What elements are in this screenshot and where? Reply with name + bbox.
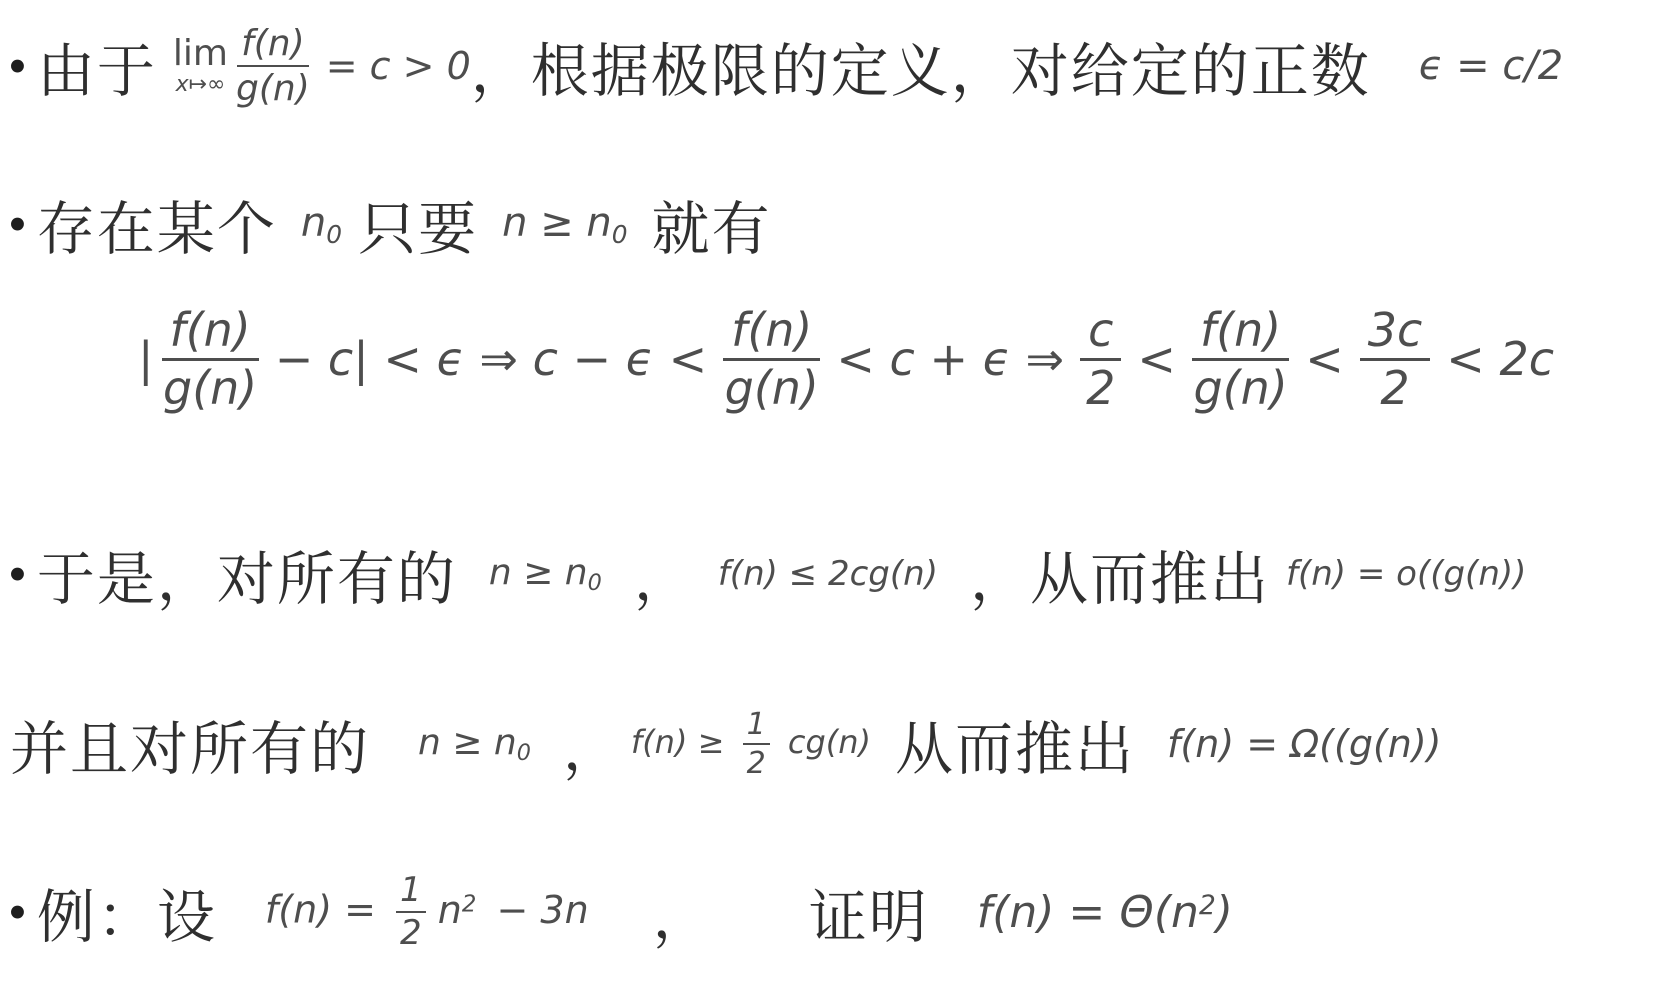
bullet-line-example [8, 838, 1233, 986]
math-n-ge-n0-base: n ≥ n [502, 199, 612, 246]
text-comma: ， [652, 885, 713, 950]
math-less-than: < [1305, 332, 1344, 386]
math-n-ge-n0 [502, 200, 627, 249]
fraction-denominator: 2 [746, 745, 766, 781]
bullet-icon: • [8, 194, 27, 254]
fraction-numerator: f(n) [162, 306, 259, 361]
lim-subscript: x↦∞ [175, 72, 226, 97]
display-formula-inequality-chain [138, 288, 1554, 430]
absolute-value-bar: | [138, 332, 154, 386]
text-zhengming: 证明 [808, 885, 929, 950]
bullet-line-big-o-conclusion [8, 526, 1526, 622]
math-equals-c-gt-0: = c > 0 [325, 44, 471, 88]
fraction-denominator: g(n) [236, 67, 310, 109]
math-n-superscript: 2 [461, 891, 477, 918]
fraction-denominator: g(n) [163, 361, 258, 415]
math-n-base: n [437, 887, 462, 932]
fraction-numerator: f(n) [1192, 306, 1289, 361]
fraction-denominator: 2 [1380, 361, 1410, 415]
math-n-squared [438, 888, 477, 932]
math-n-ge-n0-subscript: 0 [611, 219, 628, 249]
text-comma: ， [633, 547, 694, 612]
fraction-numerator: f(n) [723, 306, 820, 361]
bullet-icon: • [8, 544, 27, 604]
math-fn-equals: f(n) = [264, 887, 376, 932]
fraction-numerator: 3c [1360, 306, 1431, 361]
math-less-than: < [1137, 332, 1176, 386]
math-fn-eq-theta-n2 [977, 887, 1233, 938]
math-segment-minus-c-lt-eps: − c| < ϵ ⇒ c − ϵ < [274, 332, 708, 386]
line-omega-conclusion [10, 678, 1442, 810]
fraction-denominator: g(n) [724, 361, 819, 415]
text-bingqie-duisuoyoude: 并且对所有的 [10, 717, 371, 782]
math-n-ge-n0 [418, 722, 531, 766]
math-fn-le-2cgn: f(n) ≤ 2cg(n) [717, 554, 938, 594]
math-fn-ge: f(n) ≥ [630, 723, 725, 761]
math-n-ge-n0 [489, 552, 602, 596]
text-zhiyao: 只要 [358, 197, 479, 262]
text-comma: ， [562, 717, 623, 782]
lim-label: lim [172, 33, 228, 74]
math-minus-3n: − 3n [496, 887, 589, 932]
math-n-ge-n0-subscript: 0 [587, 570, 602, 597]
fraction-numerator: f(n) [237, 25, 309, 67]
fraction-numerator: 1 [396, 873, 426, 913]
text-conger-tuichu: 从而推出 [895, 717, 1136, 782]
text-yushi-duisuoyoude: 于是，对所有的 [36, 547, 457, 612]
text-cunzai-mouge: 存在某个 [36, 197, 277, 262]
math-theta-open: f(n) = Θ(n [976, 886, 1199, 938]
text-jiuyou: 就有 [651, 197, 772, 262]
math-epsilon-eq-c-over-2: ϵ = c/2 [1418, 43, 1564, 89]
math-fn-ge-half-cgn [631, 709, 871, 779]
bullet-icon: • [8, 36, 27, 96]
text-li-she: 例：设 [36, 885, 217, 950]
math-fn-eq-o-gn: f(n) = o((g(n)) [1285, 554, 1527, 594]
fraction-one-half [743, 709, 770, 779]
fraction-denominator: 2 [1086, 361, 1116, 415]
math-theta-close: ) [1215, 886, 1233, 938]
fraction-3c-over-2 [1360, 302, 1431, 415]
math-n-ge-n0-base: n ≥ n [488, 551, 588, 593]
math-n0-subscript: 0 [326, 219, 343, 249]
math-segment-lt-c-plus-eps: < c + ϵ ⇒ [836, 332, 1065, 386]
math-n0 [301, 200, 342, 249]
fraction-c-over-2 [1080, 302, 1121, 415]
bullet-icon: • [8, 882, 27, 942]
fraction-denominator: g(n) [1193, 361, 1288, 415]
limit-operator [172, 33, 228, 97]
fraction-fn-over-gn [723, 302, 820, 415]
math-n-ge-n0-subscript: 0 [516, 740, 531, 767]
math-theta-superscript: 2 [1198, 889, 1216, 921]
text-genju-jixian: ，根据极限的定义，对给定的正数 [470, 39, 1371, 104]
fraction-numerator: 1 [743, 709, 770, 745]
math-fn-eq-half-n2-minus-3n [264, 869, 589, 953]
math-fn-eq-omega-gn: f(n) = Ω((g(n)) [1167, 722, 1442, 766]
fraction-fn-over-gn [162, 302, 259, 415]
bullet-line-limit-definition [8, 2, 1563, 130]
fraction-denominator: 2 [400, 912, 422, 953]
bullet-line-exists-n0 [8, 176, 772, 272]
fraction-numerator: c [1080, 306, 1121, 361]
text-youyu: 由于 [36, 39, 157, 104]
math-n-ge-n0-base: n ≥ n [418, 721, 517, 763]
fraction-fn-over-gn [236, 22, 310, 109]
text-conger-tuichu: ，从而推出 [969, 547, 1270, 612]
math-lt-2c: < 2c [1446, 332, 1555, 386]
math-cgn: cg(n) [787, 723, 872, 761]
fraction-one-half [396, 869, 426, 953]
math-n0-base: n [300, 199, 327, 246]
fraction-fn-over-gn [1192, 302, 1289, 415]
